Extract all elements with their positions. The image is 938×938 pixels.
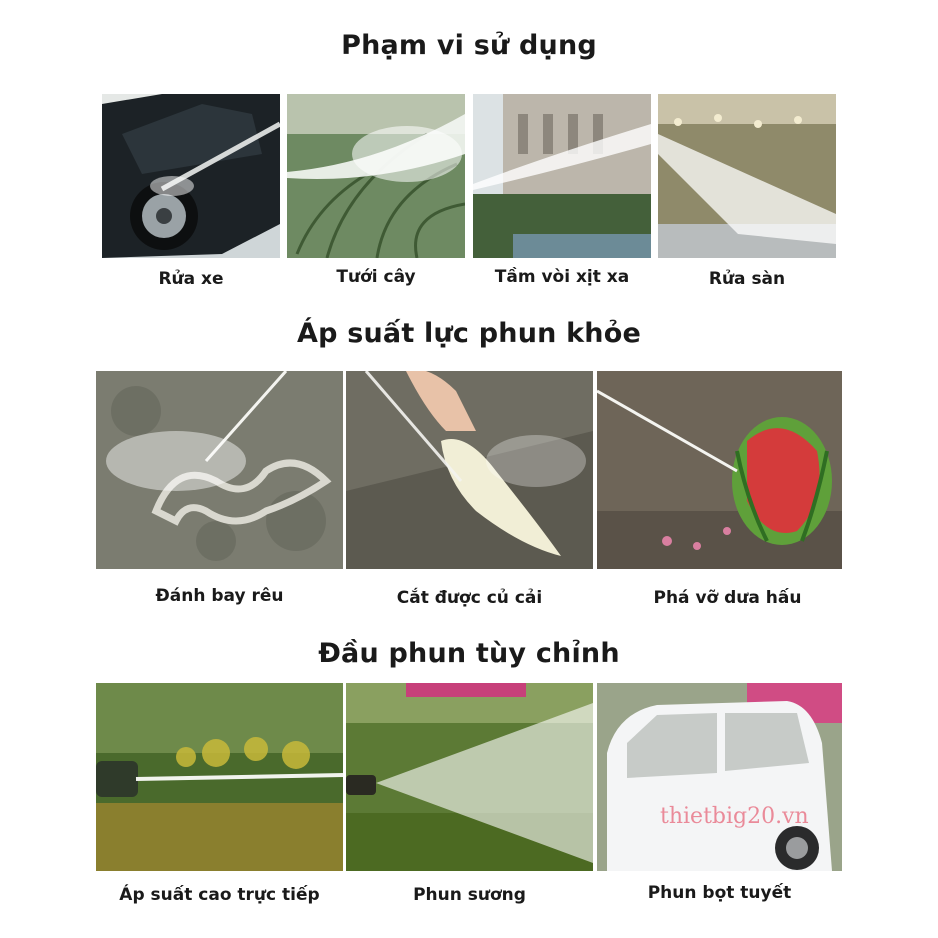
watering-plants-photo [287, 94, 465, 258]
long-range-spray-photo [473, 94, 651, 258]
floor-washing-photo [658, 94, 836, 258]
section-title-nozzle: Đầu phun tùy chỉnh [318, 638, 620, 669]
watermelon-breaking-photo [597, 371, 842, 569]
caption-watering-plants: Tưới cây [336, 267, 416, 287]
caption-watermelon-breaking: Phá vỡ dưa hấu [653, 588, 802, 608]
car-washing-photo [102, 94, 280, 258]
caption-mist-spray: Phun sương [413, 885, 526, 905]
section-title-pressure: Áp suất lực phun khỏe [297, 318, 641, 349]
caption-snow-foam: Phun bọt tuyết [647, 883, 792, 903]
watermark: thietbig20.vn [660, 804, 809, 829]
radish-cutting-photo [346, 371, 593, 569]
snow-foam-photo [597, 683, 842, 871]
direct-jet-photo [96, 683, 343, 871]
caption-radish-cutting: Cắt được củ cải [396, 588, 543, 608]
caption-long-range-spray: Tầm vòi xịt xa [494, 267, 630, 287]
caption-car-washing: Rửa xe [158, 269, 224, 289]
moss-removal-photo [96, 371, 343, 569]
caption-floor-washing: Rửa sàn [708, 269, 786, 289]
section-title-usage: Phạm vi sử dụng [341, 30, 597, 61]
caption-direct-jet: Áp suất cao trực tiếp [119, 885, 320, 905]
caption-moss-removal: Đánh bay rêu [155, 586, 284, 606]
mist-spray-photo [346, 683, 593, 871]
